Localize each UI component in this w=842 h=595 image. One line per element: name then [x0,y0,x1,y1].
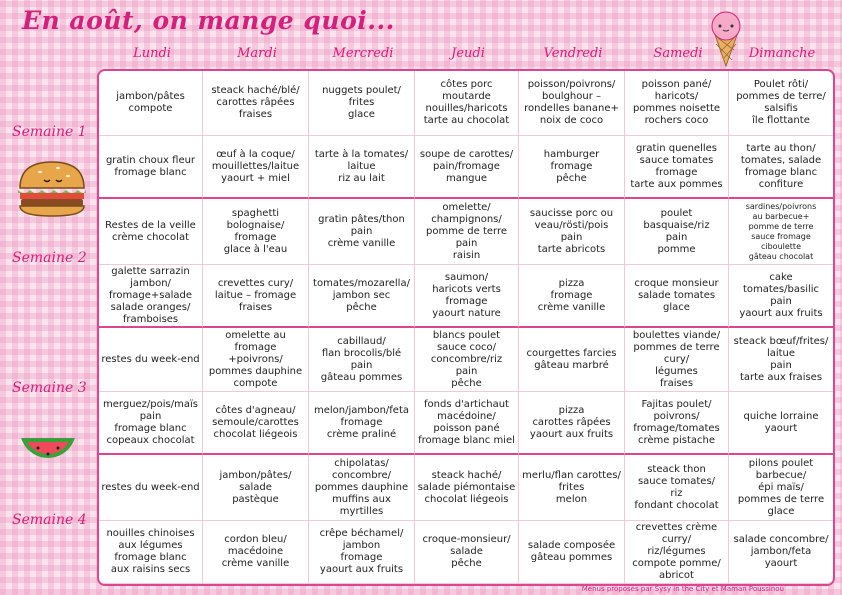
menu-cell-text: œuf à la coque/ mouillettes/laitue yaourt + miel [211,148,300,184]
menu-cell-text: Restes de la veille crème chocolat [105,219,196,243]
menu-cell [415,265,519,328]
menu-cell [203,328,309,392]
menu-cell [729,455,833,521]
menu-cell-text: croque monsieur salade tomates glace [634,277,719,313]
menu-cell [625,71,729,136]
menu-cell-text: omelette au fromage +poivrons/ pommes dauphine compote [208,329,303,389]
day-label: Dimanche [748,46,816,61]
menu-cell [203,392,309,455]
menu-cell [729,265,833,328]
menu-cell [309,265,415,328]
menu-cell-text: steack thon sauce tomates/ riz fondant chocolat [634,463,719,511]
menu-cell [519,265,625,328]
menu-cell-text: restes du week-end [101,353,200,365]
day-label: Lundi [133,46,171,61]
menu-cell-text: crevettes cury/ laitue – fromage fraises [214,277,297,313]
menu-cell-text: steack bœuf/frites/ laitue pain tarte aux fraises [733,335,829,383]
menu-cell [309,328,415,392]
menu-cell-text: chipolatas/ concombre/ pommes dauphine muffins aux myrtilles [314,457,409,517]
week-label: Semaine 2 [12,250,87,266]
menu-cell [99,455,203,521]
menu-cell [309,521,415,584]
menu-cell [203,136,309,199]
menu-cell [309,71,415,136]
menu-cell-text: soupe de carottes/ pain/fromage mangue [419,148,514,184]
day-label: Jeudi [451,46,485,61]
menu-cell-text: courgettes farcies gâteau marbré [526,347,617,371]
menu-cell [99,71,203,136]
menu-cell [309,392,415,455]
menu-cell-text: pizza fromage crème vanille [537,277,606,313]
menu-cell [519,71,625,136]
menu-cell-text: crêpe béchamel/ jambon fromage yaourt aux fruits [319,528,404,575]
menu-cell-text: merguez/pois/maïs pain fromage blanc copeaux chocolat [103,398,198,446]
menu-cell-text: gratin quenelles sauce tomates fromage tarte aux pommes [630,142,723,190]
menu-cell [625,392,729,455]
week-label: Semaine 1 [12,124,87,140]
menu-cell [309,455,415,521]
menu-cell [203,265,309,328]
menu-cell-text: fonds d'artichaut macédoine/ poisson pané fromage blanc miel [418,398,515,446]
menu-cell-text: nouilles chinoises aux légumes fromage blanc aux raisins secs [106,528,195,575]
menu-cell [415,199,519,265]
menu-cell [99,521,203,584]
footer-credit: Menus proposés par Sysy in the City et Maman Poussinou [581,585,784,593]
menu-cell [729,521,833,584]
menu-cell [729,136,833,199]
menu-cell [625,265,729,328]
menu-cell-text: crevettes crème curry/ riz/légumes compote pomme/ abricot [632,522,721,581]
menu-cell-text: saumon/ haricots verts fromage yaourt nature [432,271,501,319]
menu-cell [415,455,519,521]
menu-cell [625,136,729,199]
page-title: En août, on mange quoi... [22,6,395,35]
menu-cell-text: tomates/mozarella/ jambon sec pêche [313,277,410,313]
menu-cell [519,136,625,199]
menu-cell [519,521,625,584]
menu-cell-text: cabillaud/ flan brocolis/blé pain gâteau pommes [320,335,403,383]
menu-cell-text: côtes porc moutarde nouilles/haricots tarte au chocolat [423,79,510,126]
week-label: Semaine 3 [12,380,87,396]
day-label: Mardi [237,46,277,61]
menu-cell [203,71,309,136]
menu-cell [729,392,833,455]
menu-cell-text: tarte à la tomates/ laitue riz au lait [314,148,409,184]
menu-cell [309,199,415,265]
menu-cell-text: poisson/poivrons/ boulghour – rondelles banane+ noix de coco [524,79,619,126]
menu-cell [519,455,625,521]
menu-cell [99,328,203,392]
menu-cell-text: Fajitas poulet/ poivrons/ fromage/tomates crème pistache [633,398,720,446]
menu-cell-text: omelette/ champignons/ pomme de terre pain raisin [425,201,507,261]
menu-cell-text: nuggets poulet/ frites glace [322,85,401,120]
menu-cell [309,136,415,199]
menu-cell-text: gratin choux fleur fromage blanc [105,154,196,178]
day-label: Samedi [653,46,703,61]
day-label: Vendredi [543,46,603,61]
menu-cell [519,199,625,265]
menu-cell-text: restes du week-end [101,481,200,493]
week-label: Semaine 4 [12,512,87,528]
menu-cell [415,392,519,455]
menu-cell [415,71,519,136]
menu-cell [625,455,729,521]
menu-cell-text: salade composée gâteau pommes [527,540,616,563]
menu-cell-text: côtes d'agneau/ semoule/carottes chocolat liégeois [212,404,299,440]
menu-cell [415,328,519,392]
menu-cell-text: boulettes viande/ pommes de terre cury/ légumes fraises [632,329,721,389]
menu-cell-text: salade concombre/ jambon/feta yaourt [733,534,829,569]
menu-cell-text: melon/jambon/feta fromage crème praliné [313,404,410,440]
menu-cell-text: cordon bleu/ macédoine crème vanille [221,534,290,569]
menu-cell-text: quiche lorraine yaourt [743,410,819,434]
menu-cell-text: steack haché/ salade piémontaise chocolat liégeois [417,469,516,505]
menu-cell-text: galette sarrazin jambon/ fromage+salade salade oranges/ framboises [108,265,193,325]
menu-cell [519,392,625,455]
menu-cell [415,521,519,584]
menu-cell [729,71,833,136]
menu-grid [97,69,835,586]
menu-cell [203,455,309,521]
menu-cell [99,392,203,455]
day-label: Mercredi [332,46,394,61]
menu-cell [203,199,309,265]
watermelon-icon [20,436,76,478]
menu-cell [625,521,729,584]
menu-cell-text: jambon/pâtes/ salade pastèque [219,469,292,505]
menu-cell [625,199,729,265]
menu-cell-text: sardines/poivrons au barbecue+ pomme de terre sauce fromage ciboulette gâteau chocolat [745,201,817,261]
menu-cell [99,265,203,328]
menu-cell-text: Poulet rôti/ pommes de terre/ salsifis île flottante [736,79,826,126]
menu-cell-text: blancs poulet sauce coco/ concombre/riz pain pêche [430,329,503,389]
menu-cell [99,199,203,265]
menu-cell [729,328,833,392]
burger-icon [14,158,90,220]
menu-cell-text: saucisse porc ou veau/rösti/pois pain tarte abricots [529,207,614,255]
menu-cell-text: hamburger fromage pêche [543,148,600,184]
menu-cell [625,328,729,392]
menu-cell-text: pilons poulet barbecue/ épi maïs/ pommes de terre glace [737,457,825,517]
menu-cell-text: tarte au thon/ tomates, salade fromage blanc confiture [740,142,822,190]
menu-cell-text: croque-monsieur/ salade pêche [422,534,511,569]
menu-cell-text: steack haché/blé/ carottes râpées fraises [211,85,300,120]
menu-cell-text: pizza carottes râpées yaourt aux fruits [529,404,614,440]
menu-cell [203,521,309,584]
menu-cell-text: spaghetti bolognaise/ fromage glace à l'eau [223,207,288,255]
menu-cell-text: merlu/flan carottes/ frites melon [522,469,621,505]
ice-cream-icon [706,10,746,68]
menu-cell-text: poulet basquaise/riz pain pomme [643,207,710,255]
menu-cell-text: jambon/pâtes compote [116,91,185,114]
menu-cell [99,136,203,199]
menu-cell-text: poisson pané/ haricots/ pommes noisette rochers coco [632,79,721,126]
menu-cell [415,136,519,199]
menu-cell [519,328,625,392]
menu-cell [729,199,833,265]
menu-cell-text: cake tomates/basilic pain yaourt aux fruits [739,271,823,319]
menu-cell-text: gratin pâtes/thon pain crème vanille [318,213,405,249]
